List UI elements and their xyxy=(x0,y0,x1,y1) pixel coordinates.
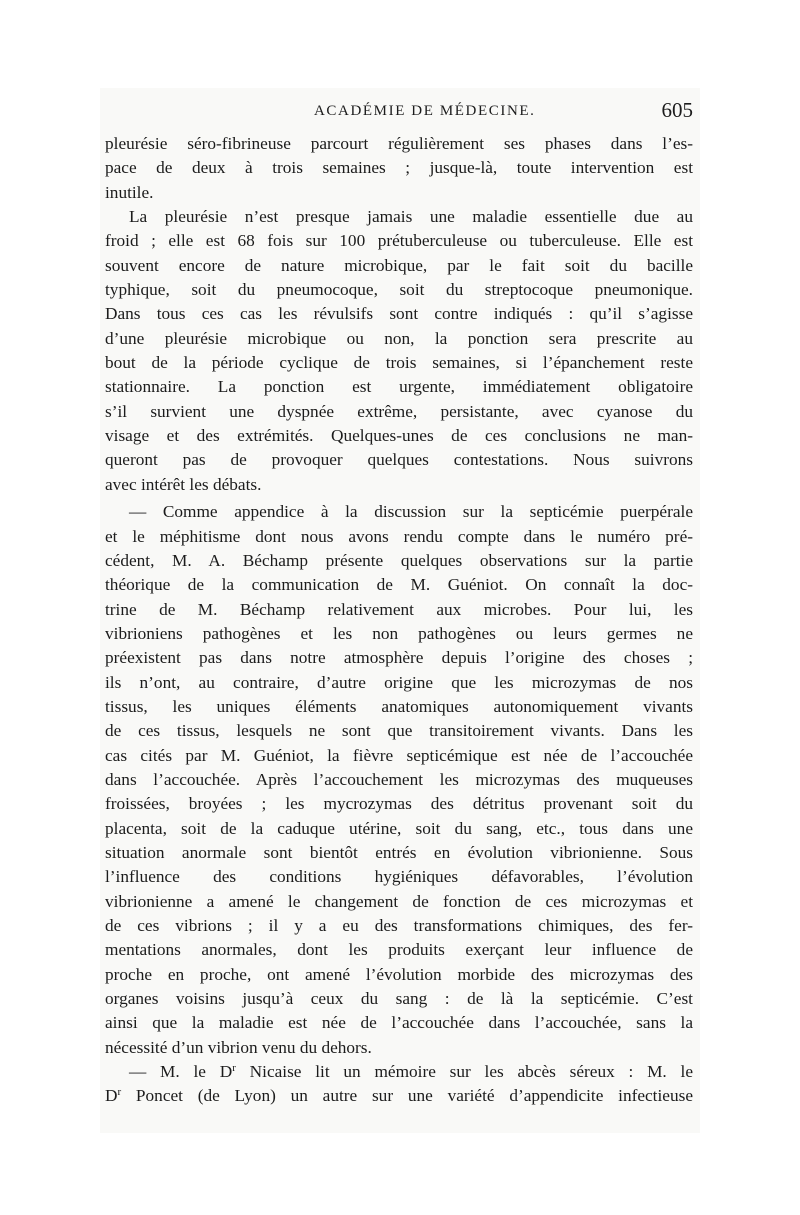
text-fragment: D xyxy=(105,1086,118,1106)
text-line: queront pas de provoquer quelques contestations. Nous suivrons xyxy=(105,450,693,470)
text-line: souvent encore de nature microbique, par le fait soit du bacille xyxy=(105,255,693,275)
text-line-poncet xyxy=(105,1084,693,1108)
text-line: d’une pleurésie microbique ou non, la ponction sera prescrite au xyxy=(105,328,693,348)
text-line: organes voisins jusqu’à ceux du sang : de là la septicémie. C’est xyxy=(105,989,693,1009)
text-line: pace de deux à trois semaines ; jusque-là, toute intervention est xyxy=(105,158,693,178)
text-line: avec intérêt les débats. xyxy=(105,474,262,494)
text-line: froissées, broyées ; les mycrozymas des détritus provenant soit du xyxy=(105,794,693,814)
text-line-nicaise xyxy=(105,1060,693,1084)
text-line: de ces vibrions ; il y a eu des transformations chimiques, des fer- xyxy=(105,916,693,935)
superscript: r xyxy=(232,1062,236,1075)
text-line: placenta, soit de la caduque utérine, soit du sang, etc., tous dans une xyxy=(105,818,693,838)
text-line: proche en proche, ont amené l’évolution morbide des microzymas des xyxy=(105,964,693,984)
text-line: ainsi que la maladie est née de l’accouchée dans l’accouchée, sans la xyxy=(105,1013,693,1033)
text-line: ils n’ont, au contraire, d’autre origine que les microzymas de nos xyxy=(105,672,693,692)
text-line: — Comme appendice à la discussion sur la septicémie puerpérale xyxy=(129,502,693,522)
page-number: 605 xyxy=(661,98,693,122)
text-line: préexistent pas dans notre atmosphère depuis l’origine des choses ; xyxy=(105,648,693,668)
superscript: r xyxy=(117,1086,122,1099)
page-header xyxy=(100,100,693,126)
text-line: cas cités par M. Guéniot, la fièvre septicémique est née de l’accouchée xyxy=(105,745,693,765)
running-title: ACADÉMIE DE MÉDECINE. xyxy=(314,103,536,119)
text-line: typhique, soit du pneumocoque, soit du streptocoque pneumonique. xyxy=(105,280,693,300)
text-line: inutile. xyxy=(105,182,154,202)
text-line: l’influence des conditions hygiéniques défavorables, l’évolution xyxy=(105,867,693,887)
text-line: Dans tous ces cas les révulsifs sont contre indiqués : qu’il s’agisse xyxy=(105,304,693,324)
text-line: de ces tissus, lesquels ne sont que transitoirement vivants. Dans les xyxy=(105,721,693,741)
text-line: vibrioniens pathogènes et les non pathogènes ou leurs germes ne xyxy=(105,623,693,643)
body-text xyxy=(105,132,693,1109)
text-line: froid ; elle est 68 fois sur 100 prétuberculeuse ou tuberculeuse. Elle est xyxy=(105,231,693,251)
text-fragment: — M. le D xyxy=(129,1062,233,1082)
text-line: nécessité d’un vibrion venu du dehors. xyxy=(105,1037,372,1057)
text-line: mentations anormales, dont les produits exerçant leur influence de xyxy=(105,940,693,960)
text-line: stationnaire. La ponction est urgente, immédiatement obligatoire xyxy=(105,377,693,397)
text-line: pleurésie séro-fibrineuse parcourt régulièrement ses phases dans l’es- xyxy=(105,134,693,153)
text-fragment: Poncet (de Lyon) un autre sur une variété d’appendicite infectieuse xyxy=(121,1086,693,1106)
text-line: situation anormale sont bientôt entrés en évolution vibrionienne. Sous xyxy=(105,842,693,862)
text-line: tissus, les uniques éléments anatomiques autonomiquement vivants xyxy=(105,696,693,716)
text-line: visage et des extrémités. Quelques-unes de ces conclusions ne man- xyxy=(105,426,693,446)
text-line: et le méphitisme dont nous avons rendu compte dans le numéro pré- xyxy=(105,526,693,546)
text-line: La pleurésie n’est presque jamais une maladie essentielle due au xyxy=(129,207,693,227)
text-line: vibrionienne a amené le changement de fonction de ces microzymas et xyxy=(105,891,693,911)
text-line: s’il survient une dyspnée extrême, persistante, avec cyanose du xyxy=(105,401,693,421)
text-fragment: Nicaise lit un mémoire sur les abcès séreux : M. le xyxy=(235,1062,693,1082)
text-line: cédent, M. A. Béchamp présente quelques observations sur la partie xyxy=(105,550,693,570)
text-line: bout de la période cyclique de trois semaines, si l’épanchement reste xyxy=(105,353,693,373)
text-line: théorique de la communication de M. Guéniot. On connaît la doc- xyxy=(105,575,693,595)
text-line: trine de M. Béchamp relativement aux microbes. Pour lui, les xyxy=(105,599,693,619)
text-line: dans l’accouchée. Après l’accouchement les microzymas des muqueuses xyxy=(105,769,693,789)
